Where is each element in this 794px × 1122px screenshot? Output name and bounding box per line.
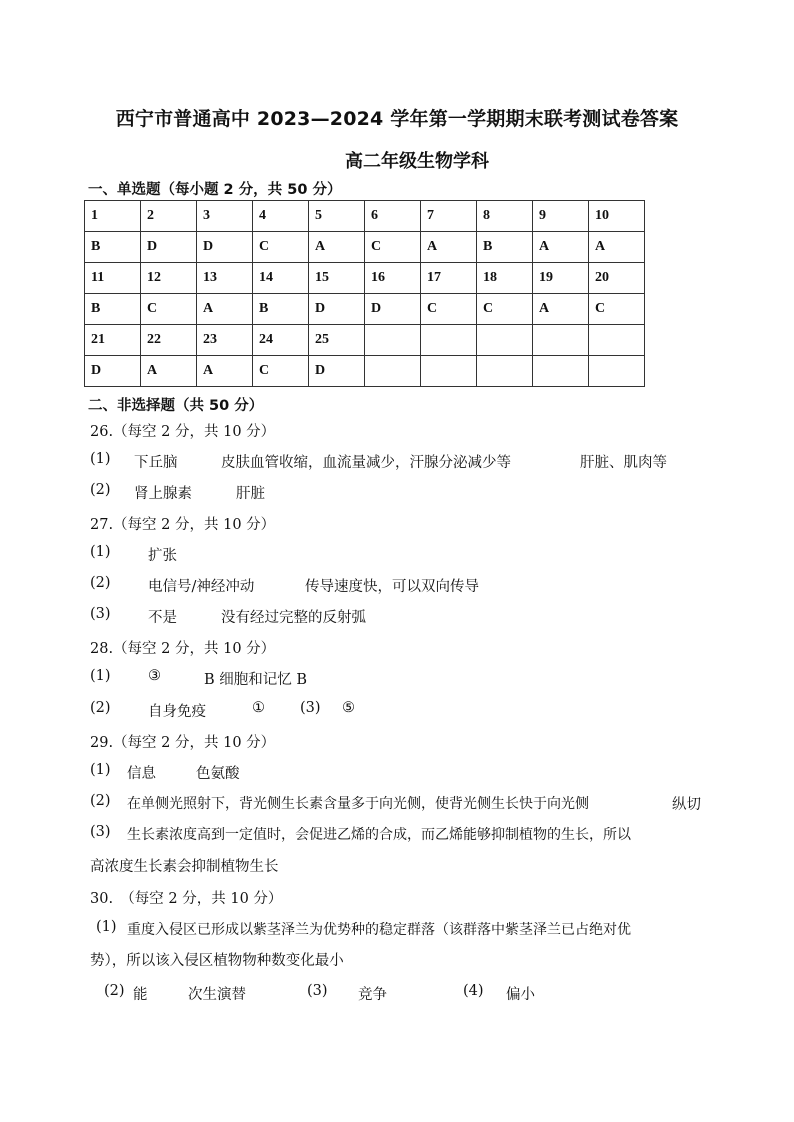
q30-3-a: 竞争 (358, 987, 387, 1003)
question-number-cell: 25 (309, 325, 365, 356)
question-number-cell: 2 (141, 201, 197, 232)
question-number-cell: 20 (589, 263, 645, 294)
answer-row (85, 232, 645, 263)
question-number-row (85, 263, 645, 294)
q27-3-b: 没有经过完整的反射弧 (221, 610, 366, 626)
q30-4-num: (4) (463, 983, 484, 999)
question-number-cell: 13 (197, 263, 253, 294)
answer-cell: D (141, 232, 197, 263)
q26-1-a: 下丘脑 (134, 455, 178, 471)
answer-cell: A (421, 232, 477, 263)
answer-cell: C (253, 232, 309, 263)
answer-cell: D (197, 232, 253, 263)
question-number-cell: 9 (533, 201, 589, 232)
answer-cell (365, 356, 421, 387)
question-number-cell: 19 (533, 263, 589, 294)
q26-header: 26.（每空 2 分，共 10 分） (90, 424, 276, 440)
question-number-cell: 14 (253, 263, 309, 294)
answer-cell: A (533, 294, 589, 325)
question-number-cell: 5 (309, 201, 365, 232)
question-number-cell (533, 325, 589, 356)
answer-cell: C (253, 356, 309, 387)
answer-cell (533, 356, 589, 387)
q26-2-a: 肾上腺素 (134, 486, 192, 502)
q26-1-num: (1) (90, 451, 111, 467)
q30-1-num: (1) (96, 919, 117, 935)
question-number-cell (365, 325, 421, 356)
answer-cell: C (589, 294, 645, 325)
answer-cell: C (365, 232, 421, 263)
answer-cell: A (197, 356, 253, 387)
answer-cell: A (141, 356, 197, 387)
q30-2-b: 次生演替 (188, 987, 246, 1003)
q27-1-num: (1) (90, 544, 111, 560)
question-number-cell: 17 (421, 263, 477, 294)
answer-cell: C (477, 294, 533, 325)
q29-3-a: 生长素浓度高到一定值时，会促进乙烯的合成，而乙烯能够抑制植物的生长，所以 (127, 827, 631, 843)
answer-cell: D (365, 294, 421, 325)
question-number-cell: 10 (589, 201, 645, 232)
section-2-heading: 二、非选择题（共 50 分） (88, 398, 264, 414)
question-number-row (85, 325, 645, 356)
answer-cell: A (589, 232, 645, 263)
q27-3-a: 不是 (148, 610, 177, 626)
q28-2-num: (2) (90, 700, 111, 716)
q29-1-a: 信息 (127, 766, 156, 782)
question-number-cell (477, 325, 533, 356)
q26-1-c: 肝脏、肌肉等 (580, 455, 667, 471)
answer-cell: A (197, 294, 253, 325)
q29-line-3-cont: 高浓度生长素会抑制植物生长 (90, 859, 279, 875)
question-number-row (85, 201, 645, 232)
question-number-cell: 16 (365, 263, 421, 294)
q28-2-a: 自身免疫 (148, 704, 206, 720)
answer-cell (589, 356, 645, 387)
answer-cell: A (309, 232, 365, 263)
answer-cell: C (421, 294, 477, 325)
q28-3-a: ⑤ (342, 700, 355, 716)
answer-row (85, 294, 645, 325)
q28-1-b: B 细胞和记忆 B (204, 672, 308, 688)
answer-cell: A (533, 232, 589, 263)
question-number-cell: 11 (85, 263, 141, 294)
q27-2-num: (2) (90, 575, 111, 591)
q29-3-num: (3) (90, 824, 111, 840)
q27-2-b: 传导速度快，可以双向传导 (305, 579, 479, 595)
answer-cell: D (85, 356, 141, 387)
question-number-cell: 21 (85, 325, 141, 356)
question-number-cell: 15 (309, 263, 365, 294)
q27-1-a: 扩张 (148, 548, 177, 564)
answer-cell: B (477, 232, 533, 263)
section-1-heading: 一、单选题（每小题 2 分，共 50 分） (88, 182, 342, 198)
answer-cell: B (85, 232, 141, 263)
q26-1-b: 皮肤血管收缩，血流量减少，汗腺分泌减少等 (221, 455, 511, 471)
q29-2-num: (2) (90, 793, 111, 809)
question-number-cell (421, 325, 477, 356)
q30-line-1-cont: 势），所以该入侵区植物物种数变化最小 (90, 953, 344, 969)
q30-2-a: 能 (133, 987, 148, 1003)
answer-cell: D (309, 356, 365, 387)
question-number-cell: 6 (365, 201, 421, 232)
question-number-cell: 12 (141, 263, 197, 294)
question-number-cell: 3 (197, 201, 253, 232)
q28-1-a: ③ (148, 668, 161, 684)
question-number-cell: 18 (477, 263, 533, 294)
q28-header: 28.（每空 2 分，共 10 分） (90, 641, 276, 657)
answer-row (85, 356, 645, 387)
q28-2-b: ① (252, 700, 265, 716)
q27-2-a: 电信号/神经冲动 (148, 579, 255, 595)
question-number-cell: 22 (141, 325, 197, 356)
question-number-cell: 24 (253, 325, 309, 356)
answer-cell (477, 356, 533, 387)
answer-cell (421, 356, 477, 387)
question-number-cell: 7 (421, 201, 477, 232)
q29-1-num: (1) (90, 762, 111, 778)
question-number-cell: 23 (197, 325, 253, 356)
answer-cell: B (85, 294, 141, 325)
q29-header: 29.（每空 2 分，共 10 分） (90, 735, 276, 751)
q29-2-b: 纵切 (672, 797, 701, 813)
q30-1-a: 重度入侵区已形成以紫茎泽兰为优势种的稳定群落（该群落中紫茎泽兰已占绝对优 (127, 922, 631, 938)
page-title: 西宁市普通高中 2023—2024 学年第一学期期末联考测试卷答案 (115, 108, 679, 130)
q26-2-num: (2) (90, 482, 111, 498)
question-number-cell: 8 (477, 201, 533, 232)
q28-3-num: (3) (300, 700, 321, 716)
answer-cell: B (253, 294, 309, 325)
q30-header: 30. （每空 2 分，共 10 分） (90, 891, 283, 907)
q30-3-num: (3) (307, 983, 328, 999)
answer-table (84, 200, 645, 387)
q29-2-a: 在单侧光照射下，背光侧生长素含量多于向光侧，使背光侧生长快于向光侧 (127, 796, 589, 812)
q27-header: 27.（每空 2 分，共 10 分） (90, 517, 276, 533)
question-number-cell (589, 325, 645, 356)
q30-2-num: (2) (104, 983, 125, 999)
q30-4-a: 偏小 (506, 987, 535, 1003)
question-number-cell: 4 (253, 201, 309, 232)
question-number-cell: 1 (85, 201, 141, 232)
q26-2-b: 肝脏 (236, 486, 265, 502)
q28-1-num: (1) (90, 668, 111, 684)
page-subtitle: 高二年级生物学科 (345, 151, 489, 172)
q27-3-num: (3) (90, 606, 111, 622)
q29-1-b: 色氨酸 (196, 766, 240, 782)
answer-cell: D (309, 294, 365, 325)
answer-cell: C (141, 294, 197, 325)
